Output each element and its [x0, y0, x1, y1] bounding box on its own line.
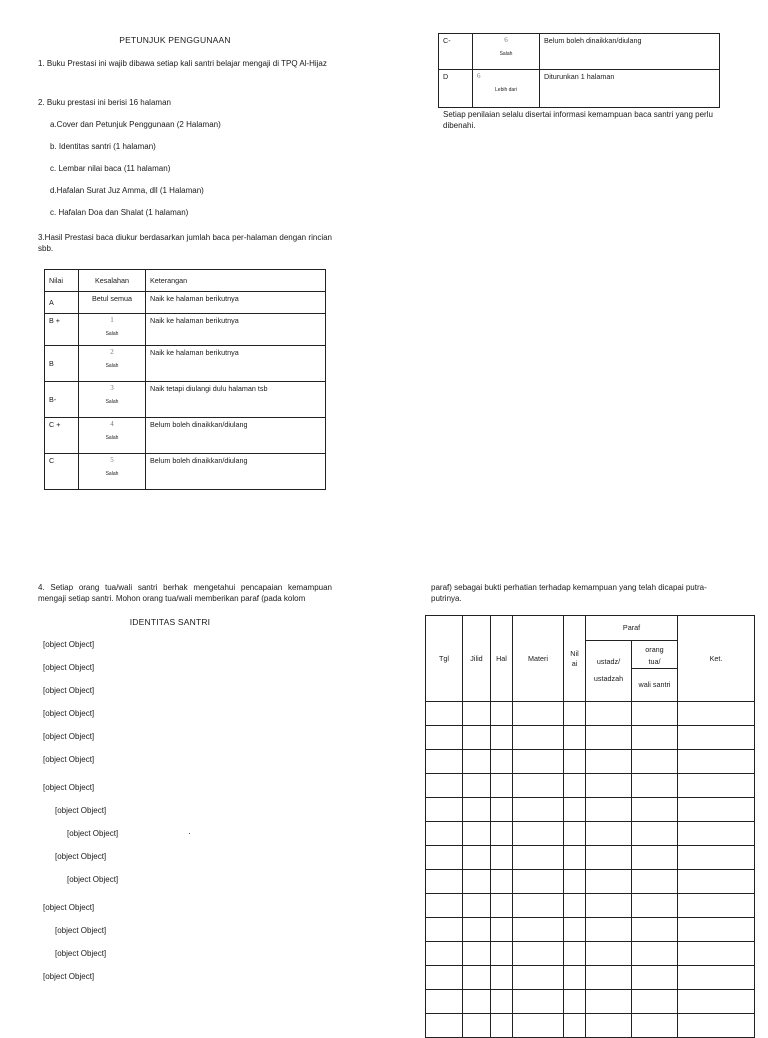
log-cell[interactable]: [513, 942, 564, 966]
error-count-cell: [473, 70, 540, 108]
log-cell[interactable]: [426, 966, 463, 990]
log-cell[interactable]: [463, 1014, 491, 1038]
log-cell[interactable]: [632, 726, 678, 750]
log-cell[interactable]: [426, 822, 463, 846]
log-cell[interactable]: [513, 798, 564, 822]
log-row: [426, 942, 755, 966]
log-cell[interactable]: [564, 726, 586, 750]
log-cell[interactable]: [463, 774, 491, 798]
log-cell[interactable]: [491, 894, 513, 918]
log-cell[interactable]: [586, 990, 632, 1014]
log-cell[interactable]: [586, 774, 632, 798]
progress-log-table: [425, 615, 755, 1038]
log-cell[interactable]: [632, 894, 678, 918]
log-cell[interactable]: [586, 918, 632, 942]
list-item: c. Lembar nilai baca (11 halaman): [50, 164, 171, 173]
log-cell[interactable]: [491, 966, 513, 990]
log-cell[interactable]: [632, 1014, 678, 1038]
col-header-hal: Hal: [491, 616, 513, 702]
log-cell[interactable]: [426, 990, 463, 1014]
log-cell[interactable]: [632, 774, 678, 798]
table-header: Nilai: [45, 270, 79, 292]
log-cell[interactable]: [632, 918, 678, 942]
log-cell[interactable]: [678, 702, 755, 726]
description-cell: Naik ke halaman berikutnya: [146, 292, 326, 314]
log-row: [426, 774, 755, 798]
identity-field: [object Object]: [43, 663, 95, 672]
log-cell[interactable]: [463, 942, 491, 966]
list-item: b. Identitas santri (1 halaman): [50, 142, 156, 151]
log-cell[interactable]: [513, 750, 564, 774]
log-cell[interactable]: [491, 822, 513, 846]
identity-fields: [43, 640, 323, 995]
log-cell[interactable]: [426, 750, 463, 774]
grade-cell: B +: [45, 314, 79, 346]
list-item: a.Cover dan Petunjuk Penggunaan (2 Halaman): [50, 120, 221, 129]
table-row: [45, 454, 326, 490]
log-cell[interactable]: [426, 702, 463, 726]
error-count-cell: [473, 34, 540, 70]
col-header-ustadz: [586, 641, 632, 702]
error-unit: Lebih dari: [495, 87, 517, 94]
log-cell[interactable]: [513, 702, 564, 726]
log-cell[interactable]: [463, 726, 491, 750]
identity-field: [object Object]: [55, 949, 107, 958]
table-header: Kesalahan: [79, 270, 146, 292]
stray-mark: [189, 833, 190, 834]
identity-field: [object Object]: [43, 783, 95, 792]
log-cell[interactable]: [491, 726, 513, 750]
log-cell[interactable]: [586, 942, 632, 966]
log-cell[interactable]: [586, 726, 632, 750]
table-row: [439, 70, 720, 108]
log-cell[interactable]: [564, 870, 586, 894]
log-cell[interactable]: [491, 942, 513, 966]
content-list: [50, 120, 221, 230]
log-cell[interactable]: [491, 1014, 513, 1038]
log-cell[interactable]: [491, 990, 513, 1014]
grade-cell: B: [45, 346, 79, 382]
log-row: [426, 726, 755, 750]
table-row: [45, 418, 326, 454]
identity-field: [object Object]: [43, 709, 95, 718]
log-cell[interactable]: [463, 846, 491, 870]
error-count-cell: [79, 382, 146, 418]
log-row: [426, 1014, 755, 1038]
log-cell[interactable]: [491, 870, 513, 894]
log-cell[interactable]: [463, 990, 491, 1014]
log-row: [426, 990, 755, 1014]
table-row: [439, 34, 720, 70]
log-cell[interactable]: [491, 774, 513, 798]
log-cell[interactable]: [586, 702, 632, 726]
grade-table-continued: [438, 33, 720, 108]
ortu-label: tua/: [648, 656, 661, 666]
log-cell[interactable]: [426, 774, 463, 798]
identity-field: [object Object]: [67, 829, 119, 838]
log-cell[interactable]: [586, 966, 632, 990]
log-cell[interactable]: [564, 966, 586, 990]
error-count: 3: [110, 384, 114, 392]
log-cell[interactable]: [564, 846, 586, 870]
instruction-3: 3.Hasil Prestasi baca diukur berdasarkan jumlah baca per-halaman dengan rincian sbb.: [38, 233, 332, 253]
instruction-1: 1. Buku Prestasi ini wajib dibawa setiap kali santri belajar mengaji di TPQ Al-Hijaz: [38, 59, 327, 68]
log-cell[interactable]: [513, 966, 564, 990]
log-cell[interactable]: [632, 846, 678, 870]
log-row: [426, 798, 755, 822]
description-cell: Naik ke halaman berikutnya: [146, 314, 326, 346]
ustadzah-label: ustadzah: [593, 674, 624, 684]
log-row: [426, 918, 755, 942]
log-cell[interactable]: [564, 750, 586, 774]
table-header: Keterangan: [146, 270, 326, 292]
error-count: 2: [110, 348, 114, 356]
log-cell[interactable]: [564, 822, 586, 846]
log-cell[interactable]: [678, 870, 755, 894]
log-row: [426, 894, 755, 918]
error-unit: Salah: [105, 435, 119, 442]
log-cell[interactable]: [678, 774, 755, 798]
grade-table: [44, 269, 326, 490]
grade-cell: B-: [45, 382, 79, 418]
grade-cell: A: [45, 292, 79, 314]
log-row: [426, 846, 755, 870]
error-unit: Salah: [105, 363, 119, 370]
log-cell[interactable]: [463, 966, 491, 990]
log-cell[interactable]: [678, 894, 755, 918]
log-cell[interactable]: [678, 726, 755, 750]
error-count-cell: [79, 418, 146, 454]
log-cell[interactable]: [463, 702, 491, 726]
error-count: 6: [504, 36, 508, 44]
log-cell[interactable]: [513, 870, 564, 894]
log-cell[interactable]: [632, 942, 678, 966]
identity-field: [object Object]: [55, 926, 107, 935]
error-unit: Salah: [105, 331, 119, 338]
col-header-ortu: [632, 641, 678, 669]
description-cell: Naik tetapi diulangi dulu halaman tsb: [146, 382, 326, 418]
col-header-tgl: Tgl: [426, 616, 463, 702]
table-row: [45, 346, 326, 382]
description-cell: Belum boleh dinaikkan/diulang: [540, 34, 720, 70]
table-row: [45, 292, 326, 314]
log-cell[interactable]: [632, 798, 678, 822]
identitas-title: IDENTITAS SANTRI: [129, 617, 211, 627]
error-count-cell: [79, 314, 146, 346]
grade-cell: C-: [439, 34, 473, 70]
log-cell[interactable]: [586, 894, 632, 918]
log-cell[interactable]: [678, 822, 755, 846]
log-cell[interactable]: [678, 990, 755, 1014]
error-unit: Salah: [105, 471, 119, 478]
error-count-cell: [79, 454, 146, 490]
log-cell[interactable]: [678, 798, 755, 822]
log-cell[interactable]: [564, 942, 586, 966]
log-cell[interactable]: [564, 774, 586, 798]
description-cell: Belum boleh dinaikkan/diulang: [146, 454, 326, 490]
log-cell[interactable]: [491, 846, 513, 870]
description-cell: Belum boleh dinaikkan/diulang: [146, 418, 326, 454]
log-cell[interactable]: [463, 798, 491, 822]
error-count: 6: [477, 72, 481, 80]
col-header-wali: wali santri: [632, 669, 678, 702]
evaluation-note: Setiap penilaian selalu disertai informasi kemampuan baca santri yang perlu dibenahi.: [443, 110, 713, 130]
identity-field: [object Object]: [43, 972, 95, 981]
table-row: [45, 382, 326, 418]
log-cell[interactable]: [632, 870, 678, 894]
grade-cell: D: [439, 70, 473, 108]
log-cell[interactable]: [586, 822, 632, 846]
log-cell[interactable]: [426, 870, 463, 894]
log-cell[interactable]: [632, 966, 678, 990]
log-cell[interactable]: [564, 798, 586, 822]
identity-field: [object Object]: [67, 875, 119, 884]
log-cell[interactable]: [463, 822, 491, 846]
log-cell[interactable]: [586, 870, 632, 894]
identity-field: [object Object]: [55, 806, 107, 815]
log-cell[interactable]: [632, 702, 678, 726]
log-cell[interactable]: [678, 918, 755, 942]
log-cell[interactable]: [632, 822, 678, 846]
log-cell[interactable]: [678, 846, 755, 870]
description-cell: Naik ke halaman berikutnya: [146, 346, 326, 382]
error-count-cell: [79, 346, 146, 382]
log-cell[interactable]: [632, 750, 678, 774]
log-row: [426, 870, 755, 894]
error-count-cell: Betul semua: [79, 292, 146, 314]
log-cell[interactable]: [513, 990, 564, 1014]
identity-field: [object Object]: [55, 852, 107, 861]
log-cell[interactable]: [513, 726, 564, 750]
log-cell[interactable]: [564, 702, 586, 726]
log-cell[interactable]: [491, 798, 513, 822]
log-cell[interactable]: [586, 846, 632, 870]
log-cell[interactable]: [426, 726, 463, 750]
col-header-jilid: Jilid: [463, 616, 491, 702]
log-cell[interactable]: [426, 918, 463, 942]
identity-field: [object Object]: [43, 640, 95, 649]
error-unit: Salah: [499, 51, 513, 58]
log-cell[interactable]: [463, 750, 491, 774]
page-title: PETUNJUK PENGGUNAAN: [119, 35, 231, 45]
col-header-nilai: Nil ai: [564, 616, 586, 702]
log-cell[interactable]: [678, 966, 755, 990]
list-item: c. Hafalan Doa dan Shalat (1 halaman): [50, 208, 189, 217]
log-cell[interactable]: [491, 750, 513, 774]
log-cell[interactable]: [513, 822, 564, 846]
log-cell[interactable]: [678, 1014, 755, 1038]
log-row: [426, 702, 755, 726]
error-count: 1: [110, 316, 114, 324]
log-cell[interactable]: [513, 1014, 564, 1038]
error-unit: Salah: [105, 399, 119, 406]
log-row: [426, 822, 755, 846]
log-cell[interactable]: [564, 894, 586, 918]
log-cell[interactable]: [513, 846, 564, 870]
col-header-paraf: Paraf: [586, 616, 678, 641]
log-cell[interactable]: [564, 918, 586, 942]
log-cell[interactable]: [491, 918, 513, 942]
ortu-label: orang: [645, 645, 664, 654]
description-cell: Diturunkan 1 halaman: [540, 70, 720, 108]
col-header-ket: Ket.: [678, 616, 755, 702]
log-cell[interactable]: [586, 798, 632, 822]
log-cell[interactable]: [513, 894, 564, 918]
error-count: 4: [110, 420, 114, 428]
grade-cell: C +: [45, 418, 79, 454]
list-item: d.Hafalan Surat Juz Amma, dll (1 Halaman): [50, 186, 204, 195]
ustadz-label: ustadz/: [596, 657, 621, 667]
log-cell[interactable]: [586, 1014, 632, 1038]
identity-field: [object Object]: [43, 732, 95, 741]
log-cell[interactable]: [426, 1014, 463, 1038]
log-cell[interactable]: [463, 894, 491, 918]
identity-field: [object Object]: [43, 903, 95, 912]
log-cell[interactable]: [491, 702, 513, 726]
col-header-materi: Materi: [513, 616, 564, 702]
log-row: [426, 750, 755, 774]
log-cell[interactable]: [513, 774, 564, 798]
instruction-4: 4. Setiap orang tua/wali santri berhak mengetahui pencapaian kemampuan mengaji setiap santri. Mohon orang tua/wali memberikan paraf (pada kolom: [38, 583, 332, 603]
log-cell[interactable]: [513, 918, 564, 942]
identity-field: [object Object]: [43, 686, 95, 695]
instruction-2: 2. Buku prestasi ini berisi 16 halaman: [38, 98, 171, 107]
log-cell[interactable]: [678, 942, 755, 966]
log-cell[interactable]: [564, 990, 586, 1014]
grade-cell: C: [45, 454, 79, 490]
log-cell[interactable]: [463, 870, 491, 894]
log-cell[interactable]: [463, 918, 491, 942]
log-row: [426, 966, 755, 990]
log-cell[interactable]: [564, 1014, 586, 1038]
table-row: [45, 314, 326, 346]
identity-field: [object Object]: [43, 755, 95, 764]
error-count: 5: [110, 456, 114, 464]
log-cell[interactable]: [426, 942, 463, 966]
log-cell[interactable]: [632, 990, 678, 1014]
log-cell[interactable]: [678, 750, 755, 774]
log-cell[interactable]: [426, 798, 463, 822]
log-cell[interactable]: [426, 846, 463, 870]
log-cell[interactable]: [586, 750, 632, 774]
log-cell[interactable]: [426, 894, 463, 918]
instruction-4-continued: paraf) sebagai bukti perhatian terhadap kemampuan yang telah dicapai putra-putrinya.: [431, 583, 707, 603]
